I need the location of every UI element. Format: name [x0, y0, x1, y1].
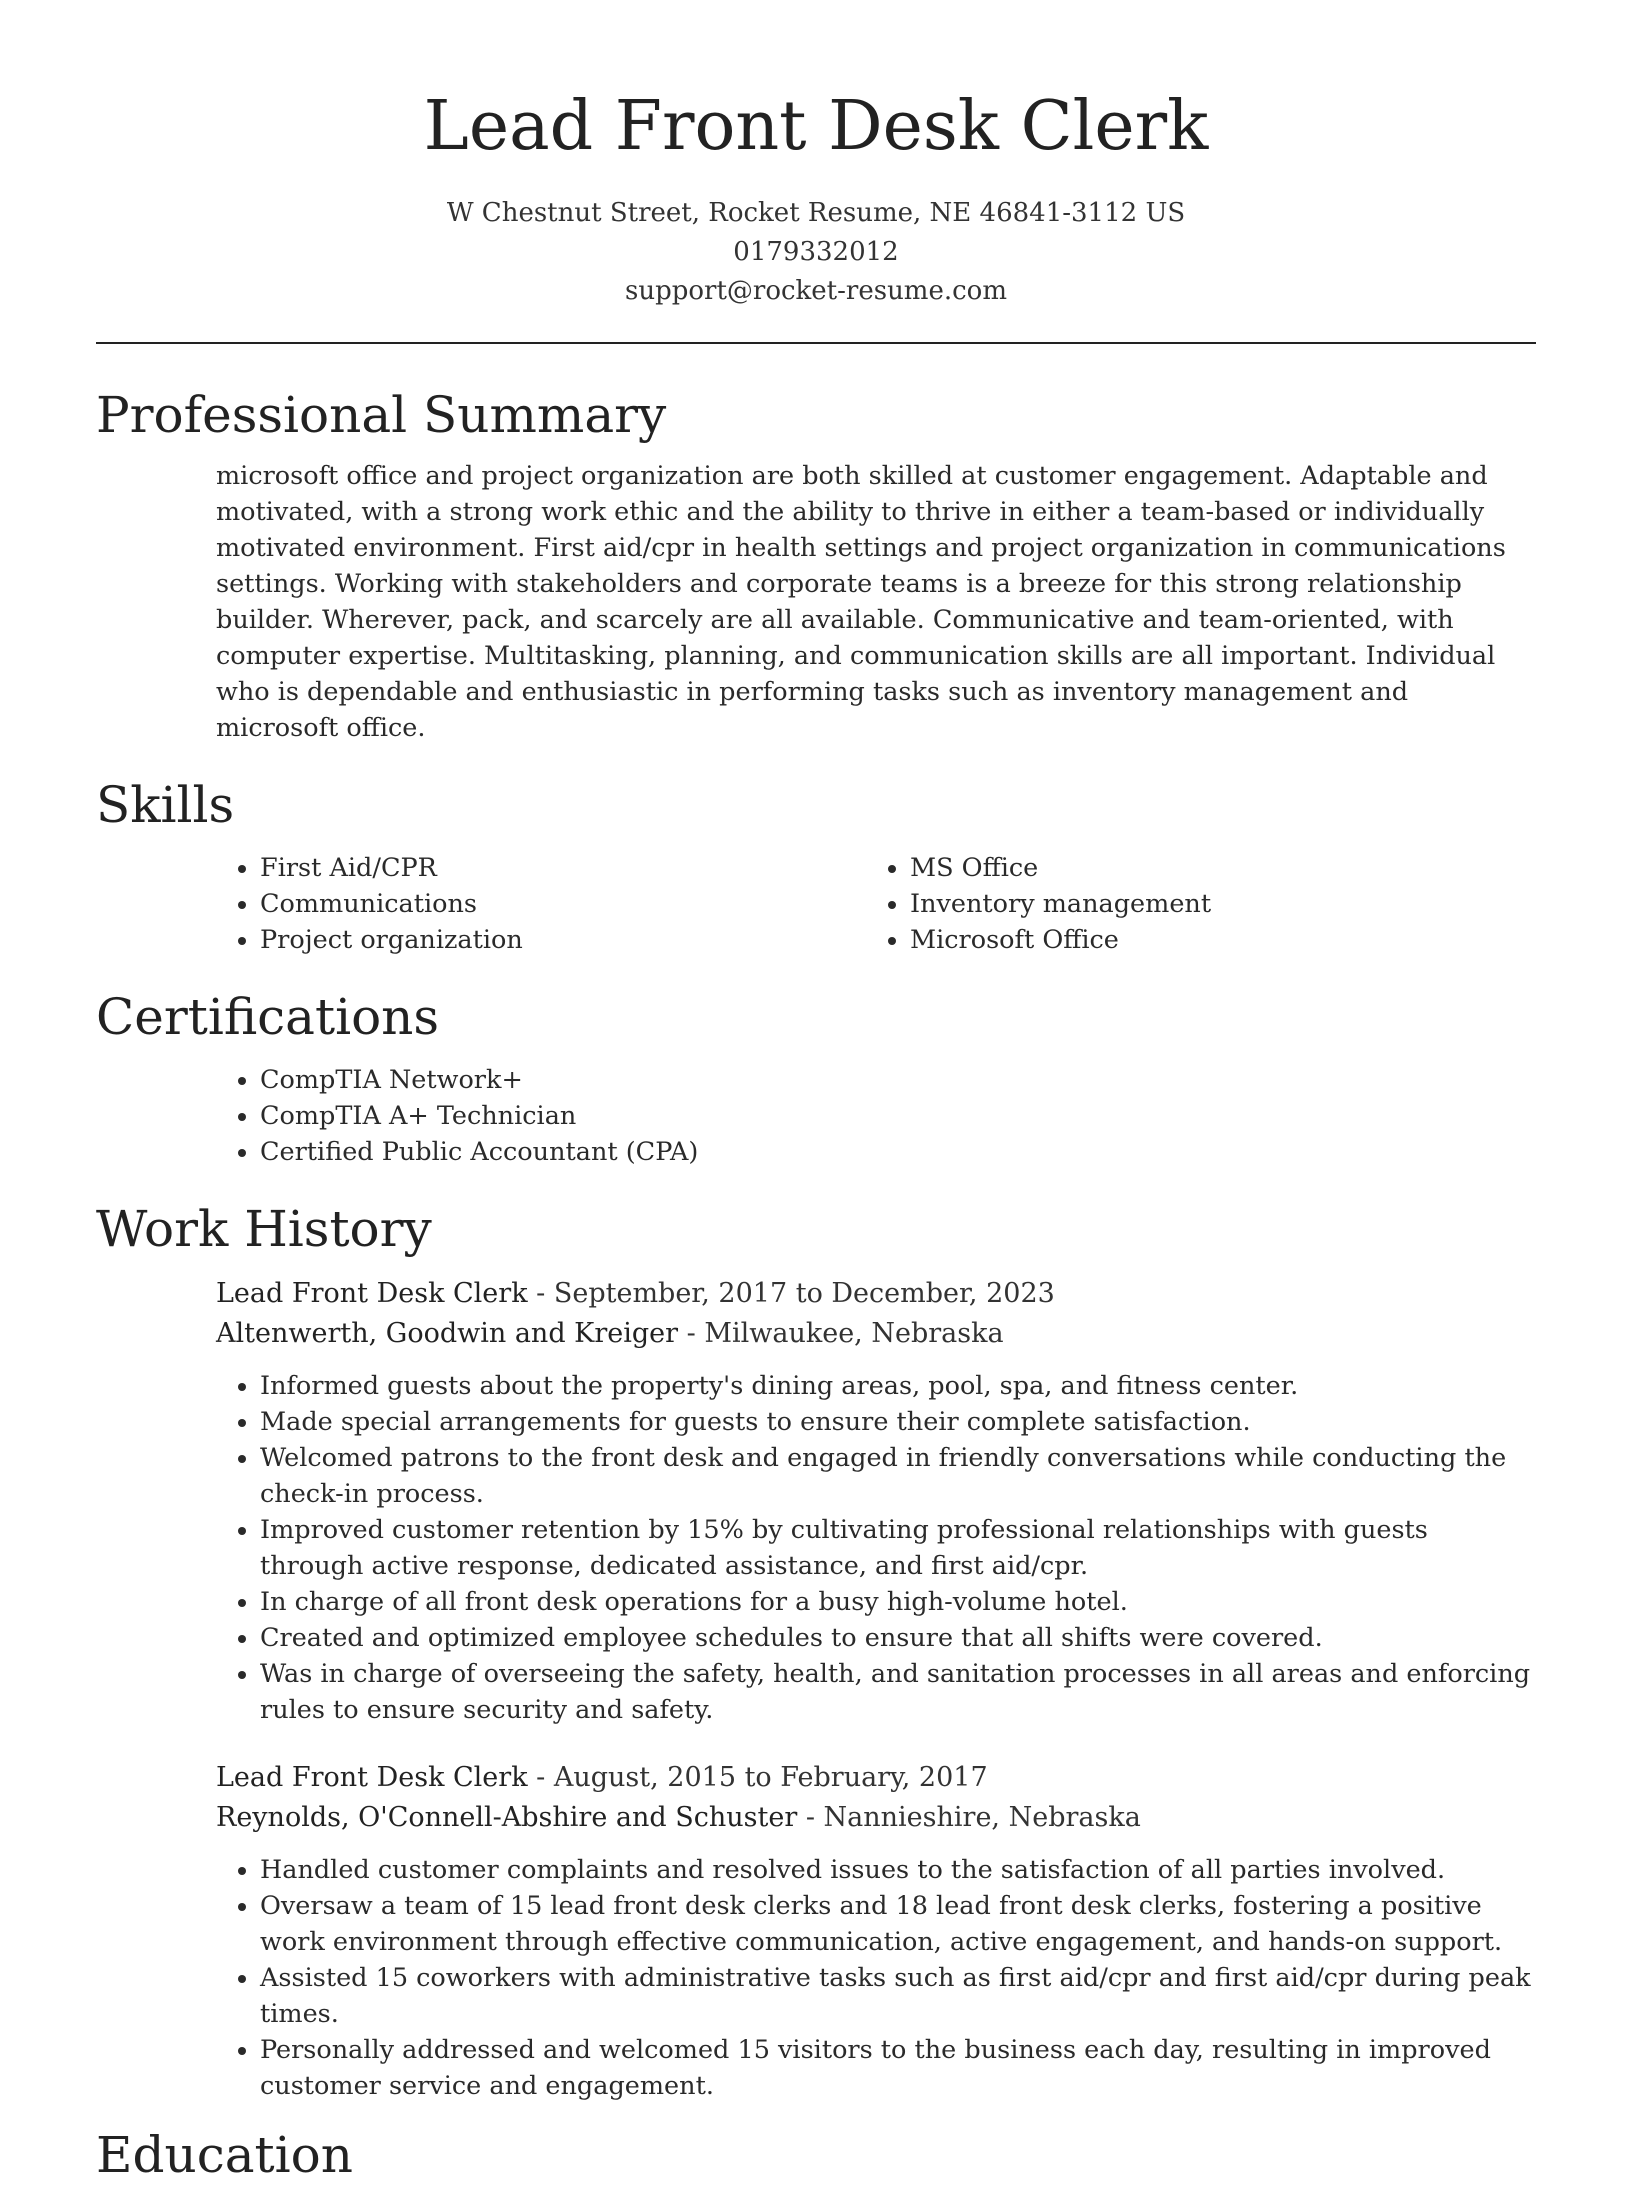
summary-section — [96, 380, 1536, 746]
summary-heading: Professional Summary — [96, 386, 667, 444]
separator: - — [797, 1802, 824, 1833]
job-bullets — [216, 1368, 1536, 1728]
skill-item: • Microsoft Office — [910, 922, 1211, 958]
skills-columns — [96, 850, 1536, 958]
certifications-heading: Certifications — [96, 988, 440, 1046]
job-bullet: • Improved customer retention by 15% by cultivating professional relationships with guests through active response, dedicated assistance, and first aid/cpr. — [260, 1512, 1536, 1584]
job-entry — [216, 1758, 1536, 2104]
resume-header — [0, 0, 1632, 311]
certification-item: • CompTIA A+ Technician — [260, 1098, 1536, 1134]
company-name: Reynolds, O'Connell-Abshire and Schuster — [216, 1802, 798, 1833]
summary-text: microsoft office and project organization are both skilled at customer engagement. Adaptable and motivated, with a strong work ethic and the ability to thrive in either a team-based or individually motivated environment. First aid/cpr in health settings and project organization in communications settings. Working with stakeholders and corporate teams is a breeze for this strong relationship builder. Wherever, pack, and scarcely are all available. Communicative and team-oriented, with computer expertise. Multitasking, planning, and communication skills are all important. Individual who is dependable and enthusiastic in performing tasks such as inventory management and microsoft office. — [216, 461, 1506, 743]
skill-item: • Project organization — [260, 922, 746, 958]
job-bullet: • In charge of all front desk operations for a busy high-volume hotel. — [260, 1584, 1536, 1620]
job-title-line — [216, 1274, 1536, 1314]
work-history-heading: Work History — [96, 1200, 432, 1258]
email: support@rocket-resume.com — [624, 276, 1007, 306]
contact-block — [0, 194, 1632, 311]
job-bullet: • Oversaw a team of 15 lead front desk clerks and 18 lead front desk clerks, fostering a positive work environment through effective communication, active engagement, and hands-on support. — [260, 1888, 1536, 1960]
job-bullet: • Personally addressed and welcomed 15 visitors to the business each day, resulting in improved customer service and engagement. — [260, 2032, 1536, 2104]
certifications-list — [96, 1062, 1536, 1170]
job-title: Lead Front Desk Clerk — [216, 1278, 528, 1309]
header-divider — [96, 342, 1536, 344]
skill-item: • Communications — [260, 886, 746, 922]
separator: - — [527, 1278, 554, 1309]
certification-item: • CompTIA Network+ — [260, 1062, 1536, 1098]
job-bullet: • Assisted 15 coworkers with administrative tasks such as first aid/cpr and first aid/cpr during peak times. — [260, 1960, 1536, 2032]
skill-item: • MS Office — [910, 850, 1211, 886]
job-bullet: • Made special arrangements for guests to ensure their complete satisfaction. — [260, 1404, 1536, 1440]
job-bullets — [216, 1852, 1536, 2104]
skill-item: • Inventory management — [910, 886, 1211, 922]
job-location: Nannieshire, Nebraska — [823, 1802, 1141, 1833]
skills-section — [96, 770, 1536, 958]
job-bullet: • Handled customer complaints and resolved issues to the satisfaction of all parties involved. — [260, 1852, 1536, 1888]
job-company-line — [216, 1314, 1536, 1354]
job-entry — [216, 1274, 1536, 1728]
job-company-line — [216, 1798, 1536, 1838]
separator: - — [527, 1762, 554, 1793]
education-heading: Education — [96, 2126, 353, 2184]
separator: - — [678, 1318, 705, 1349]
job-dates: September, 2017 to December, 2023 — [553, 1278, 1055, 1309]
job-bullet: • Was in charge of overseeing the safety, health, and sanitation processes in all areas and enforcing rules to ensure security and safety. — [260, 1656, 1536, 1728]
certification-item: • Certified Public Accountant (CPA) — [260, 1134, 1536, 1170]
phone: 0179332012 — [733, 237, 899, 267]
job-location: Milwaukee, Nebraska — [704, 1318, 1004, 1349]
job-bullet: • Informed guests about the property's dining areas, pool, spa, and fitness center. — [260, 1368, 1536, 1404]
job-title: Lead Front Desk Clerk — [216, 1762, 528, 1793]
work-history-section — [96, 1194, 1536, 2104]
job-title-line — [216, 1758, 1536, 1798]
skills-heading: Skills — [96, 776, 235, 834]
resume-body — [96, 380, 1536, 2190]
job-bullet: • Created and optimized employee schedules to ensure that all shifts were covered. — [260, 1620, 1536, 1656]
address: W Chestnut Street, Rocket Resume, NE 46841-3112 US — [446, 198, 1186, 228]
job-dates: August, 2015 to February, 2017 — [553, 1762, 988, 1793]
education-section — [96, 2120, 1536, 2190]
company-name: Altenwerth, Goodwin and Kreiger — [216, 1318, 679, 1349]
candidate-name: Lead Front Desk Clerk — [423, 87, 1209, 166]
skills-list-left — [96, 850, 746, 958]
skills-list-right — [746, 850, 1211, 958]
job-bullet: • Welcomed patrons to the front desk and engaged in friendly conversations while conducting the check-in process. — [260, 1440, 1536, 1512]
certifications-section — [96, 982, 1536, 1170]
skill-item: • First Aid/CPR — [260, 850, 746, 886]
